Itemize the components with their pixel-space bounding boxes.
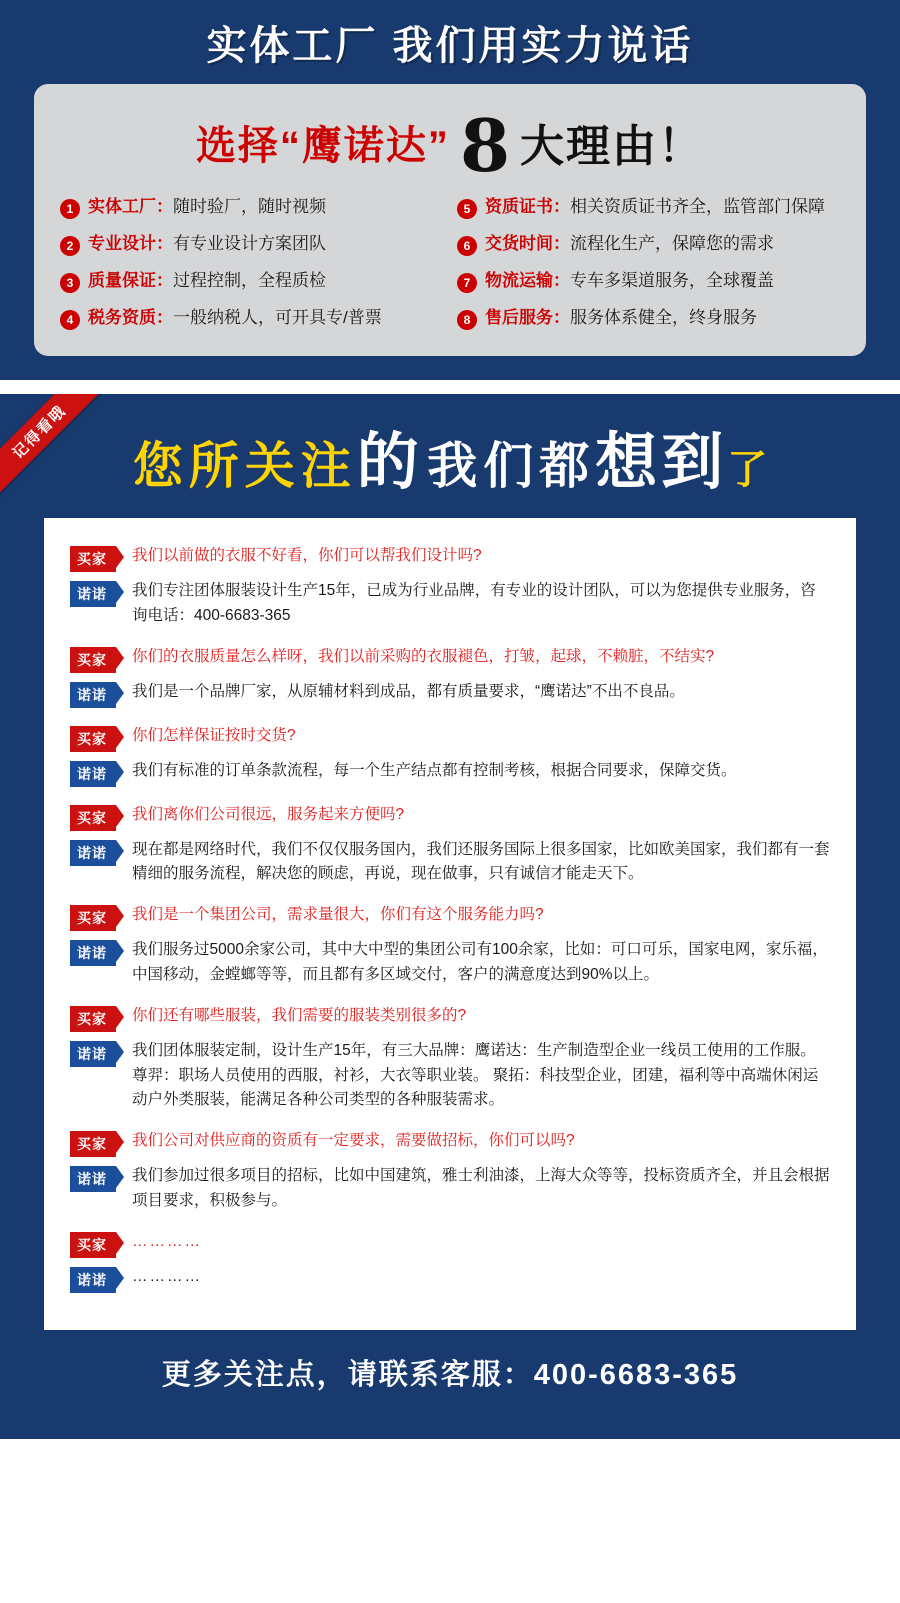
buyer-tag: 买家 [70,647,116,673]
reason-text: 过程控制，全程质检 [173,271,326,290]
reason-number-badge: 5 [457,199,477,219]
faq-answer-row [70,579,830,629]
reason-text: 流程化生产，保障您的需求 [570,234,774,253]
faq-answer-row [70,759,830,787]
faq-answer-text: ………… [132,1267,202,1285]
reason-text: 有专业设计方案团队 [173,234,326,253]
reason-text: 专车多渠道服务，全球覆盖 [570,271,774,290]
reason-item [457,196,840,219]
buyer-tag: 买家 [70,1131,116,1157]
reasons-card-title [60,103,840,196]
faq-card [44,518,856,1330]
reason-number-badge: 4 [60,310,80,330]
faq-item [70,724,830,787]
faq-answer-text: 我们服务过5000余家公司，其中大中型的集团公司有100余家，比如：可口可乐，国家电网，家乐福，中国移动，金螳螂等等，而且都有多区域交付，客户的满意度达到90%以上。 [132,941,828,983]
reason-number-badge: 6 [457,236,477,256]
section-headline: 实体工厂 我们用实力说话 [206,24,694,68]
faq-question-text: ………… [132,1232,202,1250]
reason-number-badge: 2 [60,236,80,256]
faq-answer-row [70,938,830,988]
faq-question-row [70,1004,830,1032]
answer-tag: 诺诺 [70,940,116,966]
faq-item [70,1230,830,1293]
faq-question-text: 你们还有哪些服装，我们需要的服装类别很多的? [132,1006,467,1024]
reason-label: 税务资质： [88,308,173,327]
reason-number-badge: 8 [457,310,477,330]
faq-item [70,1129,830,1214]
buyer-tag: 买家 [70,905,116,931]
reason-text: 一般纳税人，可开具专/普票 [173,308,382,327]
faq-item [70,903,830,988]
buyer-tag: 买家 [70,1006,116,1032]
faq-question-row [70,803,830,831]
reason-label: 实体工厂： [88,197,173,216]
answer-tag: 诺诺 [70,1041,116,1067]
reason-text: 服务体系健全，终身服务 [570,308,757,327]
buyer-tag: 买家 [70,726,116,752]
reason-number-badge: 1 [60,199,80,219]
faq-question-text: 我们以前做的衣服不好看，你们可以帮我们设计吗? [132,547,482,564]
reasons-title-red: 选择“鹰诺达” [195,123,450,168]
corner-ribbon: 记得看哦 [0,394,110,503]
buyer-tag: 买家 [70,546,116,572]
reason-item [457,307,840,330]
section-divider [0,380,900,394]
faq-question-row [70,903,830,931]
faq-answer-row [70,1265,830,1293]
reason-label: 物流运输： [485,271,570,290]
faq-question-text: 我们离你们公司很远，服务起来方便吗? [132,805,405,823]
faq-answer-text: 我们是一个品牌厂家，从原辅材料到成品，都有质量要求，“鹰诺达”不出不良品。 [132,682,685,700]
faq-question-row [70,544,830,572]
footer-contact: 更多关注点，请联系客服：400-6683-365 [20,1330,880,1419]
section-reasons [0,0,900,380]
reason-item [457,270,840,293]
faq-item [70,544,830,629]
buyer-tag: 买家 [70,1232,116,1258]
faq-item [70,645,830,708]
faq-headline-part2: 的 [356,428,423,497]
faq-question-row [70,645,830,673]
faq-headline-part1: 您所关注 [132,438,357,494]
answer-tag: 诺诺 [70,840,116,866]
reason-text: 相关资质证书齐全，监管部门保障 [570,197,825,216]
answer-tag: 诺诺 [70,761,116,787]
faq-headline [20,420,880,518]
reason-item [457,233,840,256]
faq-question-text: 我们是一个集团公司，需求量很大，你们有这个服务能力吗? [132,906,544,924]
reason-text: 随时验厂，随时视频 [173,197,326,216]
reason-item [60,270,443,293]
section-faq [0,394,900,1439]
reason-item [60,196,443,219]
answer-tag: 诺诺 [70,682,116,708]
faq-question-row [70,1230,830,1258]
faq-item [70,803,830,888]
faq-question-row [70,1129,830,1157]
reason-label: 质量保证： [88,271,173,290]
faq-answer-row [70,680,830,708]
faq-item [70,1004,830,1113]
faq-answer-text: 我们参加过很多项目的招标，比如中国建筑，雅士利油漆，上海大众等等，投标资质齐全，并且会根据项目要求，积极参与。 [132,1167,830,1209]
reason-label: 专业设计： [88,234,173,253]
reason-number-badge: 3 [60,273,80,293]
faq-question-text: 我们公司对供应商的资质有一定要求，需要做招标，你们可以吗? [132,1132,575,1150]
reasons-grid [60,196,840,330]
reasons-title-number: 8 [459,103,511,189]
reasons-card [34,84,866,356]
faq-answer-text: 我们有标准的订单条款流程，每一个生产结点都有控制考核，根据合同要求，保障交货。 [132,761,737,779]
reason-number-badge: 7 [457,273,477,293]
faq-answer-text: 我们专注团体服装设计生产15年，已成为行业品牌，有专业的设计团队，可以为您提供专业服务，咨询电话：400-6683-365 [132,582,816,624]
answer-tag: 诺诺 [70,581,116,607]
answer-tag: 诺诺 [70,1267,116,1293]
reason-item [60,233,443,256]
faq-headline-part5: 了 [727,448,768,492]
answer-tag: 诺诺 [70,1166,116,1192]
faq-answer-row [70,1164,830,1214]
faq-question-text: 你们的衣服质量怎么样呀，我们以前采购的衣服褪色，打皱，起球，不赖脏，不结实? [132,647,715,665]
faq-answer-row [70,838,830,888]
reason-item [60,307,443,330]
faq-question-row [70,724,830,752]
reason-label: 售后服务： [485,308,570,327]
reasons-title-black: 大理由！ [520,122,705,171]
faq-question-text: 你们怎样保证按时交货? [132,726,296,744]
reason-label: 资质证书： [485,197,570,216]
buyer-tag: 买家 [70,805,116,831]
reason-label: 交货时间： [485,234,570,253]
faq-headline-part3: 我们都 [427,438,596,494]
faq-headline-part4: 想到 [595,428,728,497]
faq-answer-text: 现在都是网络时代，我们不仅仅服务国内，我们还服务国际上很多国家，比如欧美国家，我们都有一套精细的服务流程，解决您的顾虑，再说，现在做事，只有诚信才能走天下。 [132,840,830,883]
faq-answer-row [70,1039,830,1113]
faq-answer-text: 我们团体服装定制，设计生产15年，有三大品牌：鹰诺达：生产制造型企业一线员工使用的工作服。尊羿：职场人员使用的西服，衬衫，大衣等职业装。 聚拓：科技型企业，团建，福利等中高端休闲运动户外类服装，能满足各种公司类型的各种服装需求。 [132,1041,819,1109]
